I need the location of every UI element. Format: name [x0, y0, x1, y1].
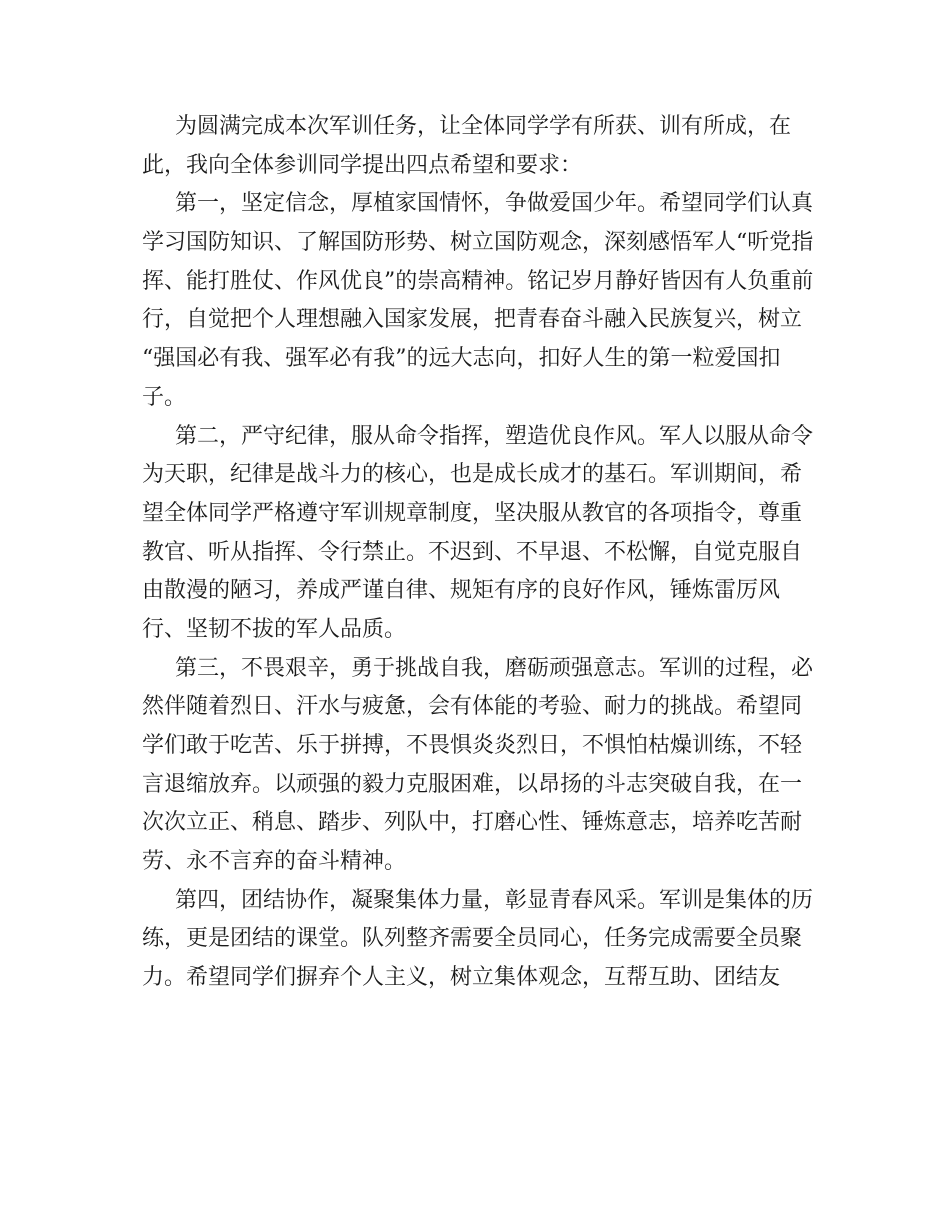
text-line: 子。 [142, 384, 187, 410]
paragraph-third-point [142, 650, 812, 882]
text-line: 练，更是团结的课堂。队列整齐需要全员同心，任务完成需要全员聚 [142, 926, 803, 952]
text-line: 学习国防知识、了解国防形势、树立国防观念，深刻感悟军人“听党指 [142, 230, 814, 256]
text-line: 劳、永不言弃的奋斗精神。 [142, 849, 407, 875]
document-body [142, 108, 812, 998]
text-line: 为天职，纪律是战斗力的核心，也是成长成才的基石。军训期间，希 [142, 462, 803, 488]
paragraph-intro [142, 108, 812, 185]
text-line: 言退缩放弃。以顽强的毅力克服困难，以昂扬的斗志突破自我，在一 [142, 771, 803, 797]
paragraph-fourth-point [142, 882, 812, 998]
text-line: 然伴随着烈日、汗水与疲惫，会有体能的考验、耐力的挑战。希望同 [142, 694, 803, 720]
text-line: 第二，严守纪律，服从命令指挥，塑造优良作风。军人以服从命令 [175, 423, 814, 449]
text-line: 由散漫的陋习，养成严谨自律、规矩有序的良好作风，锤炼雷厉风 [142, 578, 781, 604]
text-line: 行、坚韧不拔的军人品质。 [142, 616, 407, 642]
text-line: 挥、能打胜仗、作风优良”的崇高精神。铭记岁月静好皆因有人负重前 [142, 268, 814, 294]
text-line: 望全体同学严格遵守军训规章制度，坚决服从教官的各项指令，尊重 [142, 500, 803, 526]
text-line: 第四，团结协作，凝聚集体力量，彰显青春风采。军训是集体的历 [175, 887, 814, 913]
text-line: 行，自觉把个人理想融入国家发展，把青春奋斗融入民族复兴，树立 [142, 307, 803, 333]
text-line: 为圆满完成本次军训任务，让全体同学学有所获、训有所成，在 [175, 114, 792, 139]
paragraph-first-point [142, 185, 812, 417]
text-line: 此，我向全体参训同学提出四点希望和要求： [142, 152, 583, 178]
text-line: 次次立正、稍息、踏步、列队中，打磨心性、锤炼意志，培养吃苦耐 [142, 810, 803, 836]
text-line: “强国必有我、强军必有我”的远大志向，扣好人生的第一粒爱国扣 [142, 346, 781, 372]
text-line: 力。希望同学们摒弃个人主义，树立集体观念，互帮互助、团结友 [142, 965, 781, 991]
text-line: 第一，坚定信念，厚植家国情怀，争做爱国少年。希望同学们认真 [175, 191, 814, 217]
text-line: 第三，不畏艰辛，勇于挑战自我，磨砺顽强意志。军训的过程，必 [175, 655, 814, 681]
paragraph-second-point [142, 418, 812, 650]
text-line: 教官、听从指挥、令行禁止。不迟到、不早退、不松懈，自觉克服自 [142, 539, 803, 565]
text-line: 学们敢于吃苦、乐于拼搏，不畏惧炎炎烈日，不惧怕枯燥训练，不轻 [142, 733, 803, 758]
